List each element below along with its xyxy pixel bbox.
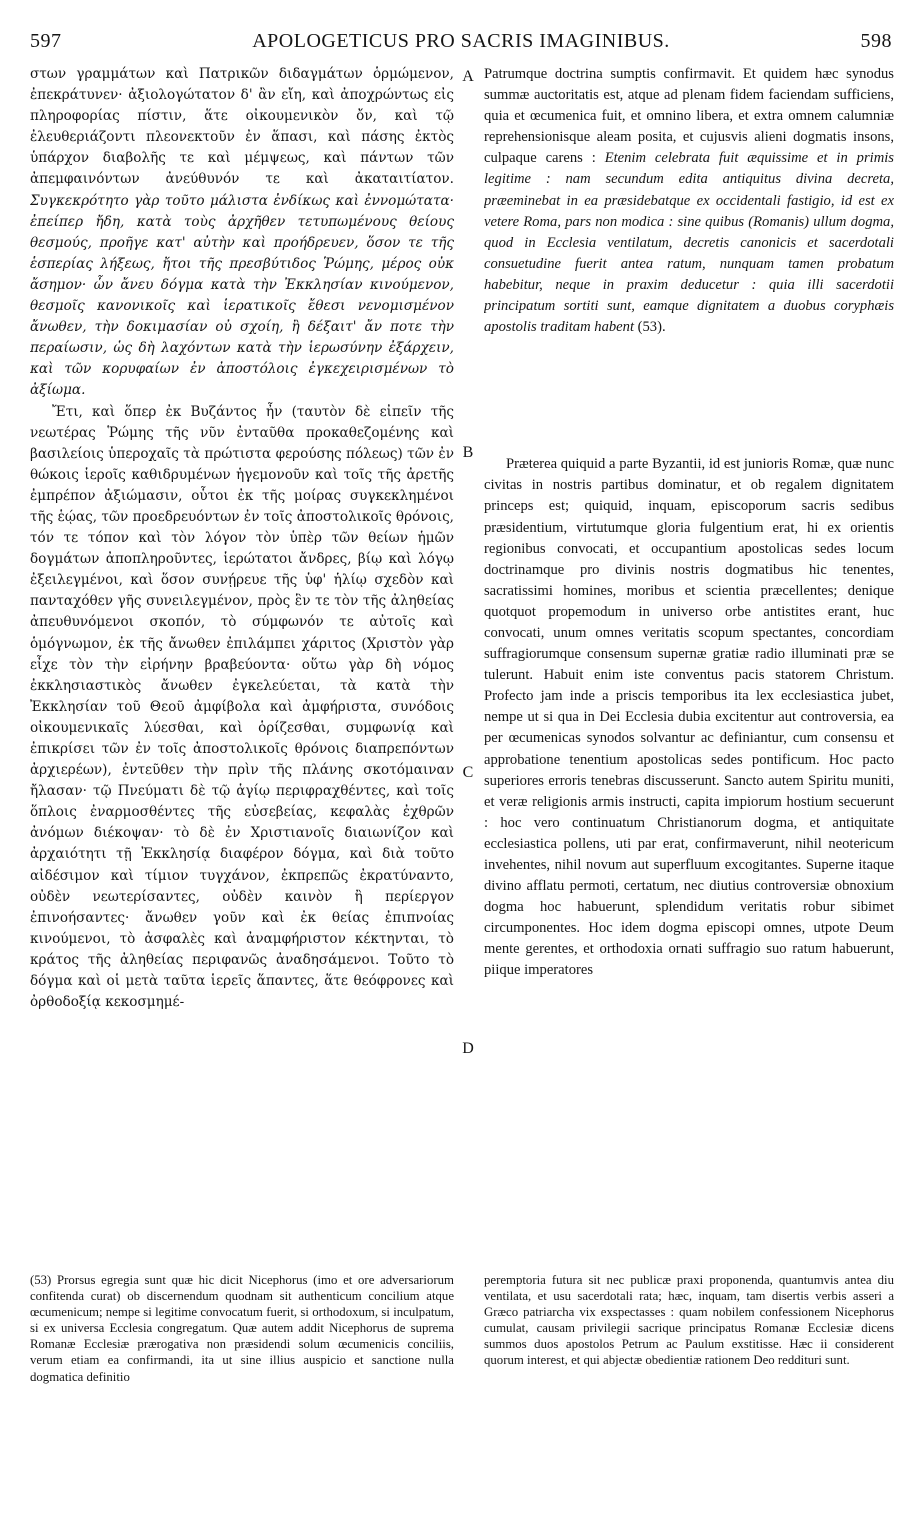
section-marker-a: A xyxy=(462,68,474,85)
greek-paragraph xyxy=(30,64,454,402)
greek-column xyxy=(30,64,454,1240)
running-header xyxy=(30,30,892,58)
section-marker-c: C xyxy=(462,764,474,781)
greek-paragraph: Ἔτι, καὶ ὅπερ ἐκ Βυζάντος ἦν (ταυτὸν δὲ εἰπεῖν τῆς νεωτέρας Ῥώμης τῆς νῦν ἐνταῦθα προκαθεζομένης καὶ βασιλείοις ὑπεροχαῖς τὰ πρώτιστα φερούσης πόλεως) τῶν ἐν θώκοις ἱεροῖς καθιδρυμένων ἡγεμονοῦν καὶ τοῖς τῆς ἀρετῆς ἐμπρέπον ἀξιώμασιν, οὗτοι ἐκ τῆς μοίρας συγκεκλημένοι τῆς ἑῴας, τῶν προεδρευόντων ἐν τοῖς ἀποστολικοῖς θρόνοις, τόν τε τόπον καὶ τὸν λόγον τὸν ὑπὲρ τῶν θείων ἡμῶν δογμάτων ἀποπληροῦντες, ἱερώτατοι ἄνδρες, βίῳ καὶ λόγῳ ἐξειλεγμένοι, καὶ ὅσον συνῄρευε τῆς ὑφ' ἡλίῳ σχεδὸν καὶ πανταχόθεν γῆς συνειλεγμένον, πρὸς ἓν τε τὸν τῆς ἀληθείας ἀπευθυνόμενοι σκοπόν, τὸ σύμφωνόν τε αὐτοῖς καὶ ὁμόγνωμον, ἐκ τῆς ἄνωθεν ἐπιλάμπει χάριτος (Χριστὸν γὰρ εἶχε τὸν τὴν εἰρήνην βραβεύοντα· οὕτω γὰρ δὴ νόμος ἐκκλησιαστικὸς ἄνωθεν ἐγκελεύεται, τὰ κατὰ τὴν Ἐκκλησίαν τοῦ Θεοῦ ἀμφίβολα καὶ ἀμφήριστα, συνόδοις οἰκουμενικαῖς λύεσθαι, καὶ ὁρίζεσθαι, συμφωνίᾳ καὶ ἐπικρίσει τῶν ἐν τοῖς ἀποστολικοῖς θρόνοις διαπρεπόντων ἀρχιερέων), ἐντεῦθεν τὴν πρὶν τῆς πλάνης σκοτόμαιναν ἤλασαν· τῷ Πνεύματι δὲ τῷ ἁγίῳ περιφραχθέντες, καὶ τοῖς ὅπλοις ἐναρμοσθέντες τῆς εὐσεβείας, κεφαλὰς ἐχθρῶν ἀνόμων διέκοψαν· τὸ δὲ ἐν Χριστιανοῖς διαιωνίζον καὶ ἀρχαιότητι τῇ Ἐκκλησίᾳ διαφέρον δόγμα, καὶ διὰ τοῦτο αἰδέσιμον καὶ τίμιον τυγχάνον, ἐκπρεπῶς ἐκρατύναντο, οὐδὲν νεωτερίσαντες, οὐδὲν καινὸν ἢ περίεργον ἐπινοήσαντες· ἄνωθεν γοῦν καὶ ἐκ θείας ἐπιπνοίας κινούμενοι, τὸ ἀσφαλὲς καὶ ἀναμφήριστον κέκτηνται, τὸ κράτος τῆς ἀληθείας περιφανῶς ἀναδησάμενοι. Τοῦτο τὸ δόγμα καὶ οἱ μετὰ ταῦτα ἱερεῖς ἅπαντες, ἅτε θεόφρονες καὶ ὀρθοδοξίᾳ κεκοσμημέ- xyxy=(30,403,454,1011)
section-marker-d: D xyxy=(462,1040,474,1057)
latin-column xyxy=(484,64,894,1240)
section-marker-b: B xyxy=(462,444,474,461)
footnote-left xyxy=(30,1272,454,1504)
greek-text: στων γραμμάτων καὶ Πατρικῶν διδαγμάτων ὁρμώμενον, ἐπεκράτυνεν· ἀξιολογώτατον δ' ἂν εἴη, καὶ ἀποχρώντως εἰς πληροφορίας πίστιν, ἅτε οἰκουμενικὸν ὄν, καὶ τῷ ἐλευθεριάζοντι πλεονεκτοῦν ἐν ἅπασι, καὶ πάσης ἐκτὸς ὑπάρχον διαβολῆς τε καὶ μέμψεως, καὶ πάντων τῶν ἀπεμφαινόντων ἀνεύθυνόν τε καὶ ἀκαταιτίατον. xyxy=(30,66,454,188)
column-gap xyxy=(484,338,894,454)
footnote-text: peremptoria futura sit nec publicæ praxi proponenda, quantumvis antea diu ventilata, et usu sacerdotali rata; hæc, inquam, tam disertis verbis asseri a Græco patriarcha vix exspectasses : quam nobilem confessionem Nicephorus cumulat, causam privilegii sacrique principatus Romanæ Ecclesiæ dicens summos duos apostolos Petrum ac Paulum exstitisse. Hæc ii considerent quorum interest, et qui abjectæ obedientiæ rationem Deo reddituri sunt. xyxy=(484,1273,894,1368)
greek-text-emphasis: Συγκεκρότητο γὰρ τοῦτο μάλιστα ἐνδίκως καὶ ἐννομώτατα· ἐπείπερ ἤδη, κατὰ τοὺς ἀρχῆθεν τετυπωμένους θείους θεσμούς, προῆγε κατ' αὐτὴν καὶ προήδρευεν, ὅσον τε τῆς ἑσπερίας λήξεως, ἤτοι τῆς πρεσβύτιδος Ῥώμης, μέρος οὐκ ἄσημον· ὧν ἄνευ δόγμα κατὰ τὴν Ἐκκλησίαν κινούμενον, θεσμοῖς κανονικοῖς καὶ ἱερατικοῖς ἔθεσι νενομισμένον ἄνωθεν, τὴν δοκιμασίαν οὐ σχοίη, ἢ δέξαιτ' ἄν ποτε τὴν περαίωσιν, ὡς δὴ λαχόντων κατὰ τὴν ἱερωσύνην ἐξάρχειν, καὶ τῶν κορυφαίων ἐν ἀποστόλοις ἐγκεχειρισμένων τὸ ἀξίωμα. xyxy=(30,192,454,399)
footnote-right xyxy=(484,1272,894,1504)
latin-paragraph xyxy=(484,64,894,338)
running-title: APOLOGETICUS PRO SACRIS IMAGINIBUS. xyxy=(252,30,670,52)
latin-text-emphasis: Etenim celebrata fuit æquissime et in primis legitime : nam secundum edita antiquitus divina decreta, præeminebat in ea præsidebatque ex occidentali fastigio, id est ex vetere Roma, pars non modica : sine quibus (Romanis) ullum dogma, quod in Ecclesia ventilatum, decretis canonicis et sacerdotali consuetudine fuerit antea ratum, nunquam tamen probatum habebitur, neque in praxim deducetur : quia illi sacerdotii principatum sortiti sunt, eamque dignitatem a duobus coryphæis apostolis traditam habent xyxy=(484,150,894,336)
page-number-right: 598 xyxy=(860,30,892,52)
footnote-ref: (53). xyxy=(634,319,666,336)
latin-paragraph: Præterea quiquid a parte Byzantii, id est junioris Romæ, quæ nunc civitas in nostris partibus dominatur, et ob regalem dignitatem princeps est; quiquid, inquam, episcoporum sacris sedibus præsidentium, virtutumque gloria fulgentium erat, hi ex orientis regionibus convocati, et occupantium apostolicas sedes locum doctrinamque pro divinis nostris dogmatibus hic tenentes, sacratissimi homines, moribus et scientia præcellentes; denique quotquot propemodum in universo orbe antistites erant, huc convocati, unum omnes veritatis scopum spectantes, concordiam suffragiorumque consensum supernæ gratiæ radio illuminati præ se tulerunt. Habuit enim iste conventus pacis statorem Christum. Profecto jam inde a priscis temporibus ita lex ecclesiastica jubet, nempe ut si qua in Dei Ecclesia dubia excitentur aut controversia, ea per œcumenicas synodos solvantur ac definiantur, cum consensu et approbatione tenentium apostolicas sedes pontificum. Hoc pacto superiores erroris tenebras discusserunt. Sancto autem Spiritu muniti, et veræ religionis armis instructi, capita impiorum hostium secuerunt : hoc vero continuatum Christianorum dogma, et antiquitate ecclesiastica pollens, uti par erat, confirmaverunt, nihil neotericum invehentes, nihil novum aut superfluum excogitantes. Superne itaque divino afflatu permoti, certatum, nec diutius controversiæ obnoxium dogma hoc habuerunt, splendidum veritatis robur sibimet circumponentes. Hoc idem dogma episcopi omnes, utpote Deum mente gerentes, et orthodoxia ornati suffragio suo ratum habuerunt, piique imperatores xyxy=(484,456,894,979)
page-number-left: 597 xyxy=(30,30,62,52)
latin-text: Patrumque doctrina sumptis confirmavit. Et quidem hæc synodus summæ auctoritatis est, atque ad plenam fidem faciendam sufficiens, quia et œcumenica fuit, et omnino libera, et extra omnem calumniæ reprehensionisque aleam posita, et cujusvis alieni dogmatis insons, culpaque carens : xyxy=(484,66,894,167)
footnote-text: (53) Prorsus egregia sunt quæ hic dicit Nicephorus (imo et ore adversariorum confitenda curat) ob discernendum quodnam sit authenticum concilium atque œcumenicum; nempe si legitime convocatum fuerit, si orthodoxum, si inculpatum, si ex universa Ecclesia congregatum. Quæ autem addit Nicephorus de suprema Romanæ Ecclesiæ prærogativa non præsidendi solum œcumenicis conciliis, verum etiam ea confirmandi, ita ut sine illius auspicio et sanctione nulla dogmatica definitio xyxy=(30,1273,454,1384)
